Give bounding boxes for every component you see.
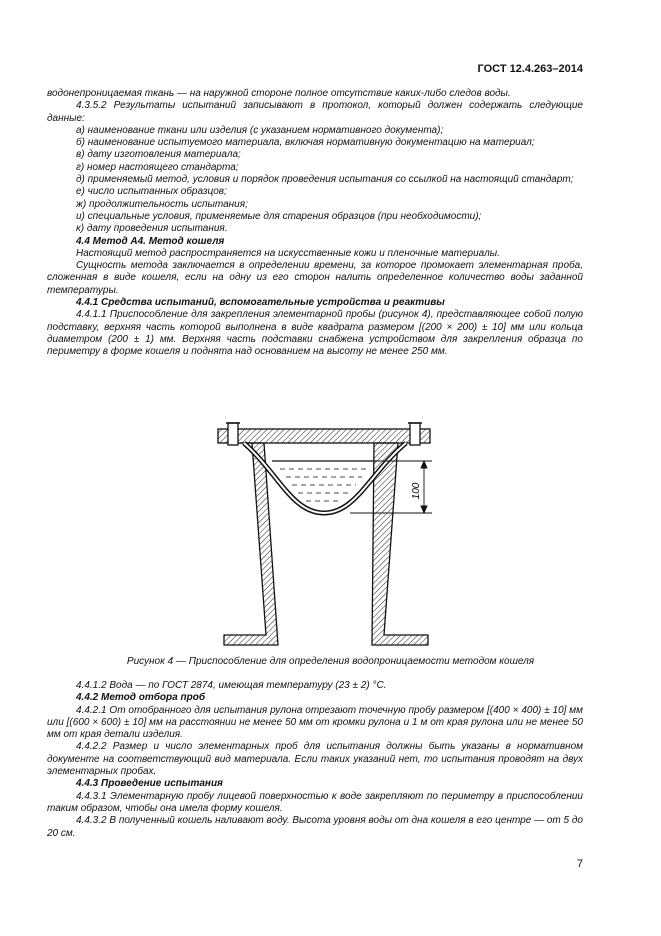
lower-text-block: [47, 680, 583, 840]
figure-caption: Рисунок 4 — Приспособление для определения водопроницаемости методом кошеля: [126, 656, 535, 667]
list-item: г) номер настоящего стандарта;: [76, 161, 239, 173]
page-number: 7: [576, 858, 583, 870]
document-header: ГОСТ 12.4.263–2014: [477, 63, 583, 75]
list-item: е) число испытанных образцов;: [76, 186, 227, 198]
list-item: а) наименование ткани или изделия (с указанием нормативного документа);: [76, 124, 444, 136]
paragraph-4421: 4.4.2.1 От отобранного для испытания рулона отрезают точечную пробу размером [(400 × 400) ± 10] мм или [(600 × 600) ± 10] мм на расстоянии не менее 50 мм от кромки рулона и 1 м от края рулона или не менее 50 мм от края детали изделия.: [47, 704, 583, 741]
paragraph-4422: 4.4.2.2 Размер и число элементарных проб для испытания должны быть указаны в нормативном документе на соответствующий вид материала. Если таких указаний нет, то испытания проводят на двух элементарных пробах.: [47, 741, 583, 778]
paragraph-essence: Сущность метода заключается в определении времени, за которое промокает элементарная проба, сложенная в виде кошеля, если на одну из его сторон налить определенное количество воды заданной температуры.: [47, 260, 583, 296]
paragraph-4411: 4.4.1.1 Приспособление для закрепления элементарной пробы (рисунок 4), представляющее собой полую подставку, верхняя часть которой выполнена в виде квадрата размером [(200 × 200) ± 10] мм или кольца диаметром (200 ± 1) мм. Верхняя часть подставки снабжена устройством для закрепления образца по периметру в форме кошеля и поднята над основанием на высоту не менее 250 мм.: [47, 309, 583, 358]
right-leg: [372, 443, 428, 645]
paragraph-continuation: водонепроницаемая ткань — на наружной стороне полное отсутствие каких-либо следов воды.: [47, 88, 511, 99]
paragraph-4412: 4.4.1.2 Вода — по ГОСТ 2874, имеющая температуру (23 ± 2) °С.: [76, 680, 387, 691]
section-heading-44: 4.4 Метод А4. Метод кошеля: [76, 235, 225, 247]
purse-fixture-figure: [200, 417, 450, 657]
list-item: б) наименование испытуемого материала, включая нормативную документацию на материал;: [76, 137, 535, 149]
left-bolt: [226, 423, 240, 445]
upper-text-block: [47, 88, 583, 359]
section-heading-441: 4.4.1 Средства испытаний, вспомогательные устройства и реактивы: [76, 297, 445, 309]
section-heading-443: 4.4.3 Проведение испытания: [76, 778, 223, 790]
paragraph-scope: Настоящий метод распространяется на искусственные кожи и пленочные материалы.: [76, 247, 500, 259]
list-item: ж) продолжительность испытания;: [76, 198, 248, 210]
paragraph-4352: 4.3.5.2 Результаты испытаний записывают в протокол, который должен содержать следующие данные:: [47, 100, 583, 124]
dimension-label: 100: [411, 482, 422, 500]
list-item: в) дату изготовления материала;: [76, 149, 241, 161]
paragraph-4431: 4.4.3.1 Элементарную пробу лицевой поверхностью к воде закрепляют по периметру в приспособлении таким образом, чтобы она имела форму кошеля.: [47, 790, 583, 814]
section-heading-442: 4.4.2 Метод отбора проб: [76, 692, 206, 704]
top-flange: [218, 429, 430, 443]
list-item: и) специальные условия, применяемые для старения образцов (при необходимости);: [76, 210, 482, 222]
list-item: к) дату проведения испытания.: [76, 223, 228, 235]
paragraph-4432: 4.4.3.2 В полученный кошель наливают воду. Высота уровня воды от дна кошеля в его центре — от 5 до 20 см.: [47, 815, 583, 839]
list-item: д) применяемый метод, условия и порядок проведения испытания со ссылкой на настоящий стандарт;: [76, 174, 574, 186]
right-bolt: [408, 423, 422, 445]
